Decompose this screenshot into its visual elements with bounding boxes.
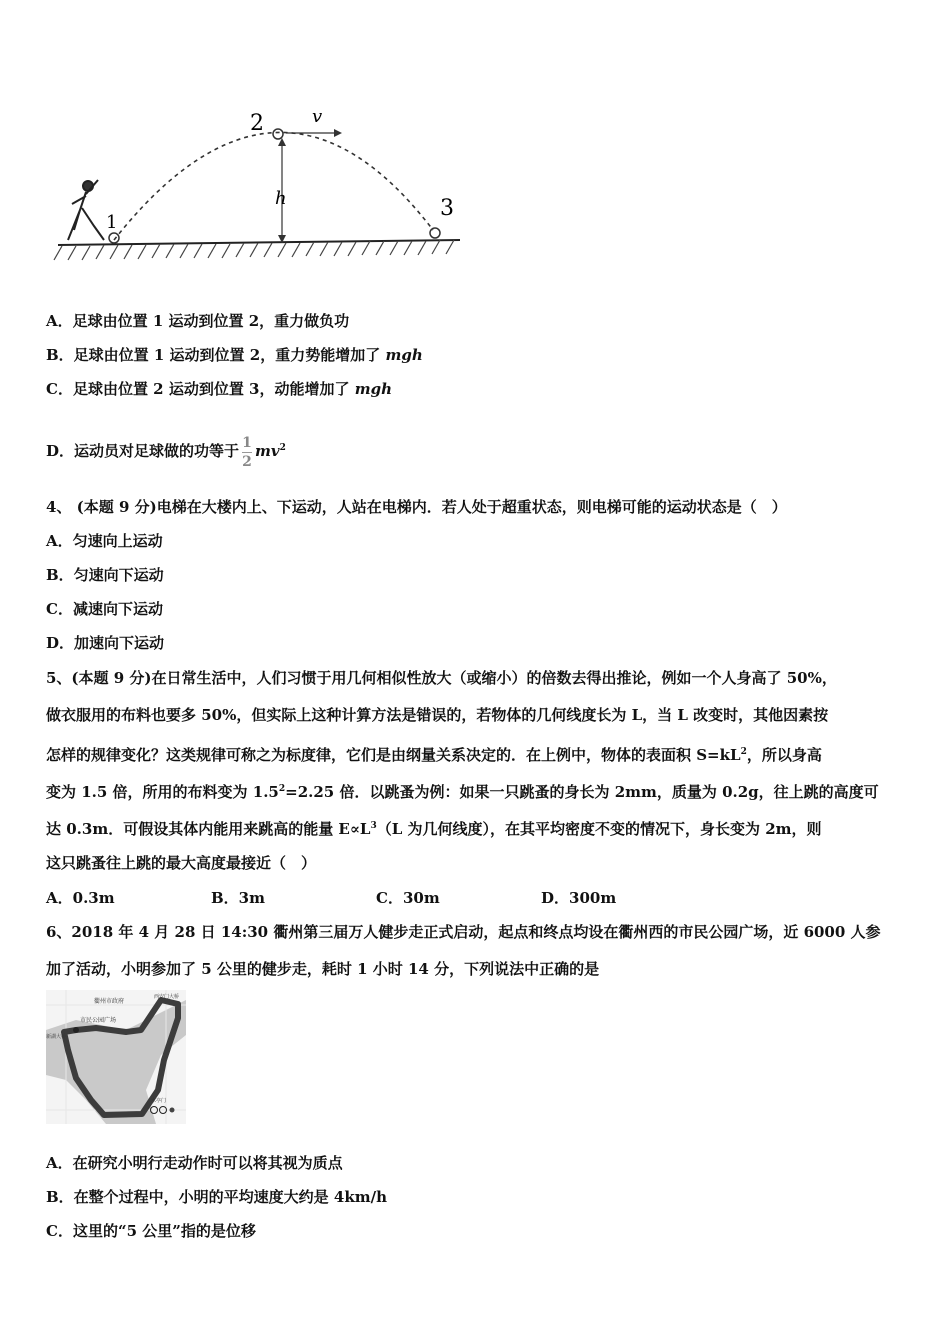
label-left: 新湖大桥 — [46, 1034, 67, 1040]
q5-stem-line-1: 5、(本题 9 分)在日常生活中，人们习惯于用几何相似性放大（或缩小）的倍数去得出推论，例如一个人身高了 50%， — [46, 669, 837, 687]
q4-option-d: D．加速向下运动 — [46, 634, 165, 652]
q6-option-c: C．这里的“5 公里”指的是位移 — [46, 1222, 256, 1240]
q5-option-a: A．0.3m — [46, 889, 115, 907]
q3-option-d — [46, 420, 286, 479]
label-position-2: 2 — [250, 111, 264, 136]
label-park: 市民公园广场 — [80, 1017, 117, 1024]
q3-option-c — [46, 379, 392, 399]
q4-option-a: A．匀速向上运动 — [46, 532, 163, 550]
ball-position-3 — [430, 228, 440, 238]
q3-option-c-var: mgh — [354, 380, 392, 398]
route-map-figure — [46, 990, 186, 1124]
q5-option-b: B．3m — [211, 889, 265, 907]
velocity-arrowhead — [334, 129, 342, 137]
label-position-3: 3 — [440, 196, 454, 221]
q3-option-d-var: mv — [255, 442, 280, 460]
q5-stem-line-4 — [46, 779, 879, 802]
q4-option-c: C．减速向下运动 — [46, 600, 163, 618]
q5-option-c: C．30m — [376, 889, 440, 907]
trajectory-path — [114, 132, 433, 240]
q3-option-d-exp: 2 — [279, 443, 286, 453]
ball-position-1 — [109, 233, 119, 243]
q6-stem-line-1: 6、2018 年 4 月 28 日 14:30 衢州第三届万人健步走正式启动，起点和终点均设在衢州西的市民公园广场，近 6000 人参 — [46, 923, 881, 941]
q5-l4-text-b: =2.25 倍．以跳蚤为例：如果一只跳蚤的身长为 2mm，质量为 0.2g，往上跳的高度可 — [285, 783, 879, 801]
q5-l3-text-b: ，所以身高 — [746, 746, 822, 764]
football-trajectory-figure — [50, 100, 470, 270]
q5-options — [46, 888, 616, 908]
q5-l4-text-a: 变为 1.5 倍，所用的布料变为 1.5 — [46, 783, 279, 801]
q3-option-d-fraction — [242, 435, 252, 470]
q6-option-b: B．在整个过程中，小明的平均速度大约是 4km/h — [46, 1188, 387, 1206]
q5-stem-line-2: 做衣服用的布料也要多 50%，但实际上这种计算方法是错误的，若物体的几何线度长为 L，当 L 改变时，其他因素按 — [46, 706, 829, 724]
q3-option-b — [46, 345, 423, 365]
q5-l5-text-a: 达 0.3m．可假设其体内能用来跳高的能量 E∝L — [46, 820, 371, 838]
q3-option-d-text: D．运动员对足球做的功等于 — [46, 442, 240, 460]
q3-option-a: A．足球由位置 1 运动到位置 2，重力做负功 — [46, 312, 350, 330]
player-figure — [68, 180, 104, 240]
q5-stem-line-6: 这只跳蚤往上跳的最大高度最接近（ ） — [46, 854, 317, 872]
q5-stem-line-5 — [46, 816, 822, 839]
q5-stem-line-3 — [46, 742, 822, 765]
q4-stem: 4、 (本题 9 分)电梯在大楼内上、下运动，人站在电梯内．若人处于超重状态，则电梯可能的运动状态是（ ） — [46, 498, 787, 516]
fraction-numerator: 1 — [242, 434, 252, 451]
q3-option-c-text: C．足球由位置 2 运动到位置 3，动能增加了 — [46, 380, 355, 398]
label-height: h — [275, 188, 287, 209]
q5-option-d: D．300m — [541, 889, 617, 907]
q3-option-b-var: mgh — [385, 346, 423, 364]
label-gate: 水亭门 — [151, 1098, 167, 1104]
label-gov: 衢州市政府 — [94, 998, 125, 1005]
q5-l3-text-a: 怎样的规律变化？这类规律可称之为标度律，它们是由纲量关系决定的．在上例中，物体的表面积 S=kL — [46, 746, 741, 764]
q5-l5-text-b: （L 为几何线度），在其平均密度不变的情况下，身长变为 2m，则 — [376, 820, 822, 838]
gate-marker-3 — [170, 1108, 175, 1113]
q5-l3-sup: 2 — [740, 747, 747, 757]
ball-position-2 — [273, 129, 283, 139]
q4-option-b: B．匀速向下运动 — [46, 566, 164, 584]
q3-option-b-text: B．足球由位置 1 运动到位置 2，重力势能增加了 — [46, 346, 386, 364]
label-velocity: v — [312, 106, 323, 127]
q6-stem-line-2: 加了活动，小明参加了 5 公里的健步走，耗时 1 小时 14 分，下列说法中正确的是 — [46, 960, 600, 978]
q5-l4-sup: 2 — [278, 784, 286, 794]
fraction-denominator: 2 — [242, 453, 252, 470]
q5-l5-sup: 3 — [370, 821, 377, 831]
start-marker — [73, 1027, 79, 1033]
label-road: 西安门大桥 — [154, 994, 180, 1000]
label-position-1: 1 — [106, 212, 118, 233]
q6-option-a: A．在研究小明行走动作时可以将其视为质点 — [46, 1154, 343, 1172]
